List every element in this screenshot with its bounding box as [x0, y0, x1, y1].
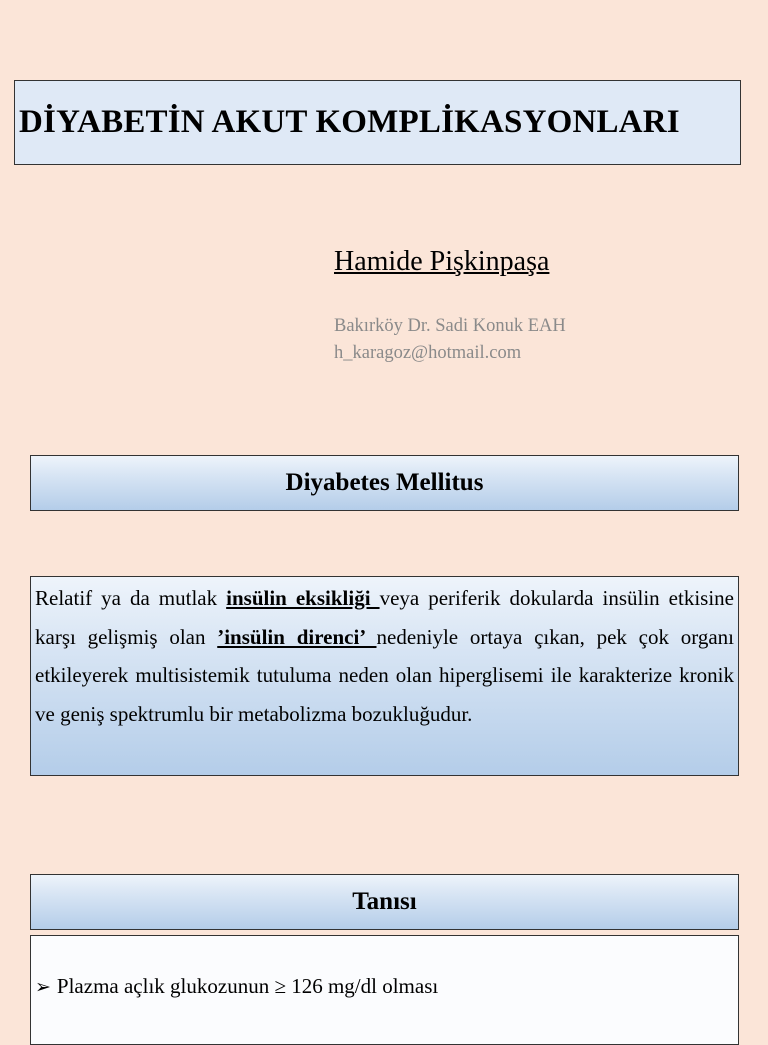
affiliation-institution: Bakırköy Dr. Sadi Konuk EAH: [334, 316, 566, 336]
diagnosis-criteria-box: [30, 935, 739, 1045]
definition-term-insulin-deficiency: insülin eksikliği: [226, 586, 380, 610]
arrow-bullet-icon: ➢: [35, 976, 51, 998]
definition-box: [30, 576, 739, 776]
definition-part-1: Relatif ya da mutlak: [35, 586, 227, 610]
title-box: [14, 80, 741, 165]
author-name: Hamide Pişkinpaşa: [334, 246, 550, 277]
affiliation-block: [334, 313, 566, 367]
definition-part-3: nedeniyle ortaya çıkan, pek çok organı etkileyerek multisistemik tutuluma neden olan hiperglisemi ile karakterize kronik ve geniş spektrumlu bir metabolizma bozukluğudur.: [35, 624, 734, 726]
section-heading-text: Tanısı: [352, 888, 417, 915]
definition-term-insulin-resistance: ’insülin direnci’: [217, 624, 377, 649]
section-heading-diagnosis: [30, 874, 739, 930]
criteria-text: Plazma açlık glukozunun ≥ 126 mg/dl olması: [56, 974, 439, 998]
criteria-item: [35, 974, 738, 999]
section-heading-diabetes-mellitus: [30, 455, 739, 511]
definition-part-2: veya periferik dokularda insülin etkisine karşı gelişmiş olan: [35, 586, 734, 649]
affiliation-email: h_karagoz@hotmail.com: [334, 343, 522, 363]
section-heading-text: Diyabetes Mellitus: [285, 469, 484, 496]
slide-title: DİYABETİN AKUT KOMPLİKASYONLARI: [19, 104, 680, 140]
